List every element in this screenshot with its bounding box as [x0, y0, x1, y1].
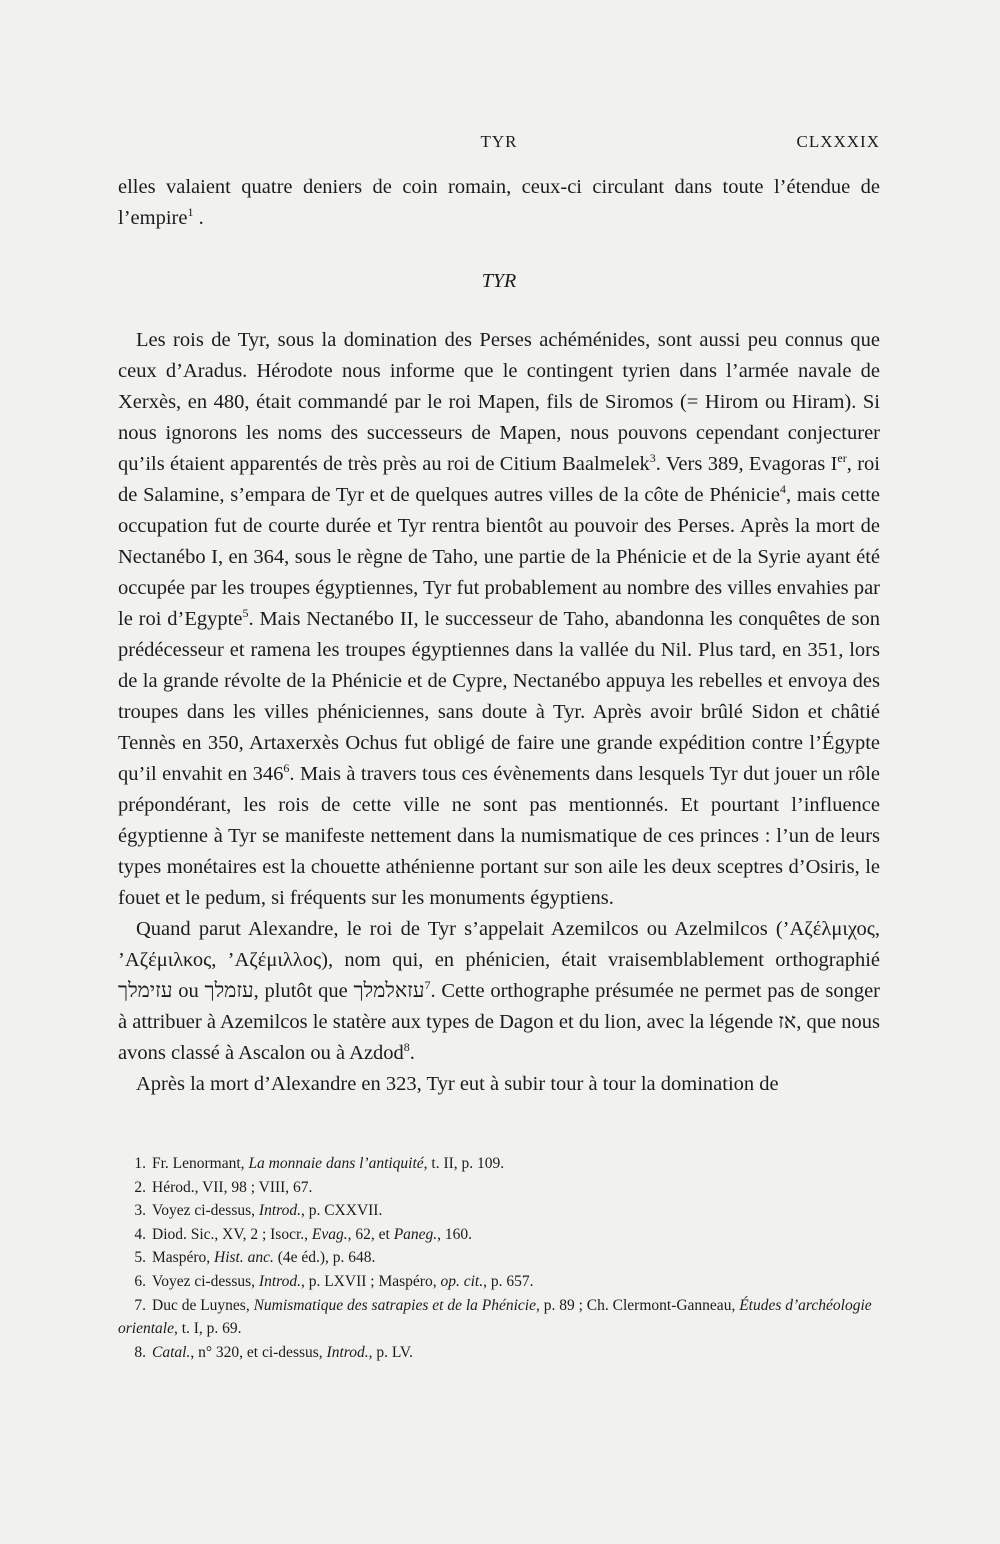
footnote-5: 5. Maspéro, Hist. anc. (4e éd.), p. 648. — [134, 1249, 376, 1267]
running-head — [118, 132, 880, 158]
footnote-ref: 6 — [283, 761, 290, 776]
footnote-6: 6. Voyez ci-dessus, Introd., p. LXVII ; Maspéro, op. cit., p. 657. — [134, 1272, 534, 1290]
paragraph-2: Quand parut Alexandre, le roi de Tyr s’appelait Azemilcos ou Azelmilcos (’Αζέλμιχος, ’Αζέμιλκος, ’Αζέμιλλος), nom qui, en phénicien, était vraisemblablement orthographié עזימלך ou עזמלך, plutôt que עזאלמלך$^7$. Cette orthographe présumée ne permet pas de songer à attribuer à Azemilcos le statère aux types de Dagon et du lion, avec la légende אז, que nous avons classé à Ascalon ou à Azdod$^8$. — [118, 918, 881, 1064]
running-title: TYR — [480, 132, 518, 151]
hebrew-word: עזימלך — [118, 980, 173, 1002]
footnote-1: 1. Fr. Lenormant, La monnaie dans l’antiquité, t. II, p. 109. — [134, 1155, 505, 1172]
superscript: er — [837, 451, 847, 466]
footnote-4: 4. Diod. Sic., XV, 2 ; Isocr., Evag., 62, et Paneg., 160. — [134, 1225, 473, 1243]
intro-paragraph: elles valaient quatre deniers de coin romain, ceux-ci circulant dans toute l’étendue de l’empire$^1$ . — [118, 176, 880, 229]
page-number: CLXXXIX — [796, 132, 880, 151]
footnote-ref: 4 — [779, 482, 786, 497]
footnote-ref: 1 — [187, 205, 194, 220]
footnote-ref: 5 — [242, 606, 249, 621]
footnote-7: 7. Duc de Luynes, Numismatique des satrapies et de la Phénicie, p. 89 ; Ch. Clermont-Ganneau, Études d’archéologie orientale, t. I, p. 69. — [118, 1296, 872, 1338]
paragraph-1: Les rois de Tyr, sous la domination des Perses achéménides, sont aussi peu connus que ceux d’Aradus. Hérodote nous informe que le contingent tyrien dans l’armée navale de Xerxès, en 480, était commandé par le roi Mapen, fils de Siromos (= Hirom ou Hiram). Si nous ignorons les noms des successeurs de Mapen, nous pouvons cependant conjecturer qu’ils étaient apparentés de très près au roi de Citium Baalmelek$^3$. Vers 389, Evagoras Ier, roi de Salamine, s’empara de Tyr et de quelques autres villes de la côte de Phénicie$^4$, mais cette occupation fut de courte durée et Tyr rentra bientôt au pouvoir des Perses. Après la mort de Nectanébo I, en 364, sous le règne de Taho, une partie de la Phénicie et de la Syrie ayant été occupée par les troupes égyptiennes, Tyr fut probablement au nombre des villes envahies par le roi d’Egypte$^5$. Mais Nectanébo II, le successeur de Taho, abandonna les conquêtes de son prédécesseur et ramena les troupes égyptiennes dans la vallée du Nil. Plus tard, en 351, lors de la grande révolte de la Phénicie et de Cypre, Nectanébo appuya les rebelles et envoya des troupes dans les villes phéniciennes, sans doute à Tyr. Après avoir brûlé Sidon et châtié Tennès en 350, Artaxerxès Ochus fut obligé de faire une grande expédition contre l’Égypte qu’il envahit en $346^6$. Mais à travers tous ces évènements dans lesquels Tyr dut jouer un rôle prépondérant, les rois de cette ville ne sont pas mentionnés. Et pourtant l’influence égyptienne à Tyr se manifeste nettement dans la numismatique de ces princes : l’un de leurs types monétaires est la chouette athénienne portant sur son aile les deux sceptres d’Osiris, le fouet et le pedum, si fréquents sur les monuments égyptiens. — [118, 329, 881, 909]
footnotes — [118, 1152, 880, 1364]
footnote-8: 8. Catal., n° 320, et ci-dessus, Introd., p. LV. — [134, 1343, 413, 1361]
body-text — [118, 172, 880, 1100]
footnote-2: 2. Hérod., VII, 98 ; VIII, 67. — [134, 1178, 313, 1196]
hebrew-word: עזמלך — [204, 980, 254, 1002]
paragraph-3: Après la mort d’Alexandre en 323, Tyr eut à subir tour à tour la domination de — [136, 1073, 779, 1095]
footnote-3: 3. Voyez ci-dessus, Introd., p. CXXVII. — [134, 1202, 383, 1220]
hebrew-word: אז — [778, 1011, 797, 1033]
footnote-ref: 3 — [649, 451, 656, 466]
hebrew-word: עזאלמלך — [353, 980, 425, 1002]
footnote-ref: 8 — [403, 1040, 410, 1055]
footnote-ref: 7 — [424, 978, 431, 993]
section-title: TYR — [481, 270, 517, 292]
